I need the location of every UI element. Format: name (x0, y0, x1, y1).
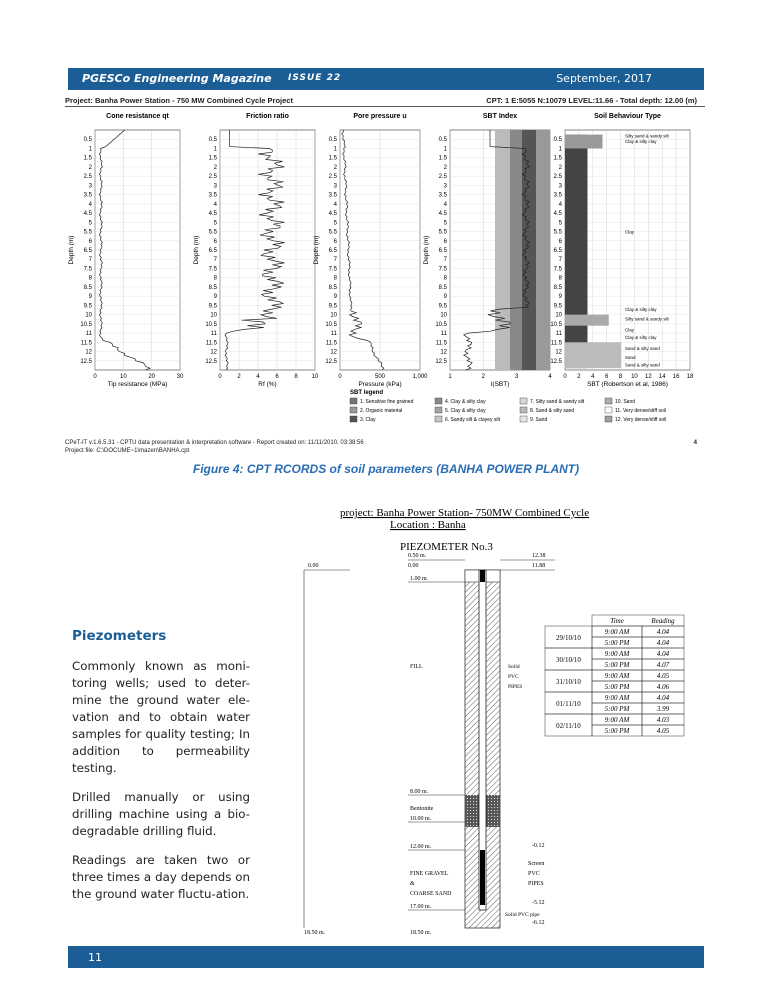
depth-tick-label: 1.5 (328, 155, 337, 162)
x-tick-label: 30 (176, 374, 184, 380)
depth-tick-label: 10 (440, 312, 447, 319)
depth-tick-label: 4.5 (328, 211, 337, 218)
table-time: 9:00 AM (604, 694, 630, 702)
depth-tick-label: 8.5 (553, 284, 562, 291)
depth-tick-label: 0.5 (438, 137, 447, 144)
depth-tick-label: 6 (443, 238, 447, 245)
depth-800: 8.00 m. (410, 789, 429, 795)
depth-tick-label: 1 (333, 146, 337, 153)
depth-tick-label: 6 (333, 238, 337, 245)
x-tick-label: 500 (374, 374, 386, 380)
depth-tick-label: 5.5 (208, 229, 217, 236)
depth-tick-label: 4 (333, 201, 337, 208)
x-tick-label: 1,000 (412, 374, 428, 380)
soil-column (565, 135, 588, 369)
sbt-soil-label: Clay & silty clay (625, 139, 657, 145)
level-minus-512: -5.12 (532, 900, 545, 906)
depth-tick-label: 3.5 (553, 192, 562, 199)
cpt-info: CPT: 1 E:5055 N:10079 LEVEL:11.66 - Total depth: 12.00 (m) (486, 96, 697, 105)
sbt-soil-label: Clay (625, 327, 635, 333)
page-footer (68, 946, 704, 968)
depth-tick-label: 11 (440, 331, 447, 338)
x-tick-label: 10 (631, 374, 638, 380)
table-reading: 4.03 (656, 716, 670, 724)
screen-label: Screen (528, 861, 545, 867)
depth-tick-label: 1 (443, 146, 447, 153)
sbt-zone-band (536, 130, 550, 370)
legend-swatch (605, 398, 612, 404)
table-time: 9:00 AM (604, 672, 630, 680)
depth-tick-label: 6 (558, 238, 562, 245)
depth-tick-label: 6.5 (208, 248, 217, 254)
legend-label: 2. Organic material (360, 408, 403, 414)
depth-tick-label: 9 (333, 294, 337, 301)
x-tick-label: 0 (338, 374, 342, 380)
depth-tick-label: 11 (330, 331, 337, 338)
cpt-page-number: 4 (693, 440, 697, 446)
depth-tick-label: 10.5 (325, 321, 337, 328)
depth-100: 1.00 m. (410, 576, 429, 582)
legend-swatch (605, 407, 612, 413)
depth-tick-label: 1 (213, 146, 217, 153)
depth-tick-label: 2 (88, 164, 92, 171)
depth-tick-label: 6.5 (438, 248, 447, 254)
screen-label: PVC (528, 871, 540, 877)
depth-tick-label: 0.5 (208, 137, 217, 144)
depth-tick-label: 12 (85, 349, 92, 356)
depth-tick-label: 11.5 (80, 340, 92, 347)
x-tick-label: 2 (577, 374, 581, 380)
depth-tick-label: 2.5 (438, 174, 447, 181)
level-minus-612: -6.12 (532, 920, 545, 926)
cpt-project: Project: Banha Power Station - 750 MW Combined Cycle Project (65, 96, 293, 105)
table-reading: 4.05 (656, 727, 670, 735)
x-axis-label: SBT (Robertson et al, 1986) (587, 381, 668, 388)
x-tick-label: 1 (448, 374, 452, 380)
depth-tick-label: 5 (88, 220, 92, 227)
level-minus-012: -0.12 (532, 843, 545, 849)
depth-tick-label: 11.5 (550, 340, 562, 347)
depth-tick-label: 4 (558, 201, 562, 208)
bottom-left-depth: 18.50 m. (304, 930, 326, 936)
table-time: 5:00 PM (604, 727, 630, 735)
table-reading: 4.04 (656, 628, 670, 636)
fill-label: FILL (410, 664, 423, 670)
table-reading: 4.06 (656, 683, 670, 691)
depth-tick-label: 3.5 (208, 192, 217, 199)
legend-swatch (350, 398, 357, 404)
x-tick-label: 6 (275, 374, 279, 380)
piezometer-drawing (280, 500, 700, 940)
table-date: 01/11/10 (556, 700, 581, 708)
table-date: 30/10/10 (556, 656, 581, 664)
legend-swatch (520, 407, 527, 413)
depth-tick-label: 4.5 (438, 211, 447, 218)
x-tick-label: 4 (548, 374, 552, 380)
depth-tick-label: 11 (555, 331, 562, 338)
x-axis-label: Tip resistance (MPa) (107, 381, 168, 388)
panel-title: Friction ratio (246, 113, 289, 120)
table-time: 5:00 PM (604, 705, 630, 713)
pipe-cap (480, 570, 485, 582)
soil-column-sand (565, 342, 621, 368)
depth-tick-label: 9.5 (208, 303, 217, 310)
depth-tick-label: 8.5 (208, 284, 217, 291)
table-reading: 4.04 (656, 650, 670, 658)
legend-label: 9. Sand (530, 417, 548, 423)
piezo-location: Location : Banha (390, 519, 466, 531)
magazine-name: PGESCo Engineering Magazine (82, 72, 272, 85)
x-tick-label: 0 (218, 374, 222, 380)
x-tick-label: 3 (514, 374, 519, 380)
depth-tick-label: 3 (333, 183, 337, 190)
depth-tick-label: 6.5 (83, 248, 92, 254)
depth-tick-label: 7.5 (83, 266, 92, 273)
x-tick-label: 8 (618, 374, 623, 380)
x-tick-label: 10 (311, 374, 319, 380)
table-header-time: Time (610, 617, 624, 625)
screen-pipe (480, 850, 485, 905)
depth-tick-label: 4.5 (208, 211, 217, 218)
page-number: 11 (88, 951, 102, 964)
x-axis-label: Pressure (kPa) (358, 381, 402, 388)
depth-tick-label: 2 (213, 164, 217, 171)
issue-date: September, 2017 (556, 72, 652, 85)
table-reading: 3.99 (656, 705, 670, 713)
depth-tick-label: 10.5 (80, 321, 92, 328)
legend-label: 3. Clay (360, 417, 376, 423)
depth-000: 0.00 (408, 563, 419, 569)
table-header-reading: Reading (651, 617, 675, 625)
bottom-depth: 18.50 m. (410, 930, 432, 936)
depth-tick-label: 6.5 (553, 248, 562, 254)
level-1238: 12.38 (532, 553, 546, 559)
x-axis-label: I(SBT) (490, 381, 510, 388)
piezometer-svg (280, 500, 700, 940)
sbt-soil-label: Clay & silty clay (625, 334, 657, 340)
depth-tick-label: 4 (443, 201, 447, 208)
depth-tick-label: 7.5 (328, 266, 337, 273)
table-time: 9:00 AM (604, 716, 630, 724)
panel-title: Pore pressure u (353, 113, 407, 120)
depth-tick-label: 12 (555, 349, 562, 356)
x-tick-label: 12 (644, 374, 652, 380)
depth-tick-label: 8.5 (328, 284, 337, 291)
depth-tick-label: 6 (88, 238, 92, 245)
depth-tick-label: 5.5 (553, 229, 562, 236)
depth-tick-label: 7 (333, 257, 337, 264)
sbt-soil-label: Silty sand & sandy silt (625, 316, 669, 322)
pipe-label: PIPES (508, 684, 523, 690)
depth-tick-label: 8.5 (438, 284, 447, 291)
depth-tick-label: 5 (558, 220, 562, 227)
page-header (68, 68, 704, 90)
depth-tick-label: 1 (88, 146, 92, 153)
panel-title: SBT Index (482, 113, 518, 120)
depth-tick-label: 5.5 (438, 229, 447, 236)
depth-050: 0.50 m. (408, 553, 427, 559)
x-tick-label: 8 (294, 374, 298, 380)
ground-level-label: 0.00 (308, 563, 319, 569)
sbt-soil-label: Sand & silty sand (625, 345, 660, 351)
depth-tick-label: 5.5 (83, 229, 92, 236)
article-paragraph-3: Readings are taken two or three times a day depends on the ground water fluctu-ation. (72, 853, 250, 901)
table-time: 9:00 AM (604, 628, 630, 636)
depth-tick-label: 10 (85, 312, 92, 319)
depth-tick-label: 3.5 (83, 192, 92, 199)
x-tick-label: 10 (119, 374, 127, 380)
legend-swatch (435, 416, 442, 422)
x-tick-label: 4 (256, 374, 260, 380)
x-axis-label: Rf (%) (258, 381, 277, 388)
depth-tick-label: 3 (443, 183, 447, 190)
x-tick-label: 16 (672, 374, 680, 380)
depth-tick-label: 11 (85, 331, 92, 338)
depth-tick-label: 10 (330, 312, 337, 319)
gravel-label: FINE GRAVEL (410, 871, 449, 877)
table-time: 5:00 PM (604, 661, 630, 669)
depth-tick-label: 2 (333, 164, 337, 171)
depth-tick-label: 2 (558, 164, 562, 171)
panel-title: Cone resistance qt (106, 113, 169, 120)
article-text (72, 628, 250, 915)
depth-tick-label: 2 (443, 164, 447, 171)
depth-tick-label: 12.5 (550, 358, 562, 365)
depth-tick-label: 12.5 (435, 358, 447, 365)
bentonite-label: Bentonite (410, 806, 434, 812)
depth-tick-label: 4.5 (83, 211, 92, 218)
panel-title: Soil Behaviour Type (594, 113, 661, 120)
cpt-divider (65, 106, 705, 107)
x-tick-label: 20 (148, 374, 156, 380)
cpt-project-file: Project file: C:\DOCUME~1\mazen\BANHA.cpt (65, 448, 190, 454)
x-tick-label: 2 (237, 374, 241, 380)
table-time: 5:00 PM (604, 639, 630, 647)
depth-tick-label: 10.5 (205, 321, 217, 328)
depth-tick-label: 3 (558, 183, 562, 190)
article-paragraph-2: Drilled manually or using drilling machine using a bio-degradable drilling fluid. (72, 790, 250, 838)
depth-tick-label: 10.5 (435, 321, 447, 328)
depth-tick-label: 7 (88, 257, 92, 264)
table-date: 31/10/10 (556, 678, 581, 686)
legend-label: 1. Sensitive fine grained (360, 399, 414, 405)
depth-tick-label: 3.5 (438, 192, 447, 199)
depth-tick-label: 12 (210, 349, 217, 356)
depth-tick-label: 3 (213, 183, 217, 190)
legend-label: 5. Clay & silty clay (445, 408, 486, 414)
depth-tick-label: 10 (555, 312, 562, 319)
legend-swatch (350, 407, 357, 413)
table-reading: 4.04 (656, 694, 670, 702)
depth-tick-label: 8 (213, 275, 217, 282)
sbt-zone-band (495, 130, 510, 370)
depth-tick-label: 9 (558, 294, 562, 301)
depth-tick-label: 8 (333, 275, 337, 282)
table-time: 5:00 PM (604, 683, 630, 691)
depth-tick-label: 9.5 (438, 303, 447, 310)
table-time: 9:00 AM (604, 650, 630, 658)
depth-tick-label: 12.5 (325, 358, 337, 365)
depth-tick-label: 7.5 (553, 266, 562, 273)
depth-tick-label: 1.5 (83, 155, 92, 162)
table-reading: 4.07 (656, 661, 670, 669)
depth-tick-label: 1 (558, 146, 562, 153)
depth-tick-label: 4 (88, 201, 92, 208)
legend-label: 8. Sand & silty sand (530, 408, 575, 414)
depth-tick-label: 9 (213, 294, 217, 301)
depth-tick-label: 12.5 (205, 358, 217, 365)
legend-label: 7. Silty sand & sandy silt (530, 399, 585, 405)
legend-title: SBT legend (350, 390, 384, 396)
x-tick-label: 4 (591, 374, 595, 380)
issue-number: ISSUE 22 (288, 73, 342, 83)
sbt-soil-label: Silty sand & sandy silt (625, 133, 669, 139)
depth-tick-label: 8 (558, 275, 562, 282)
depth-tick-label: 4.5 (553, 211, 562, 218)
soil-column-top (565, 135, 603, 149)
depth-tick-label: 9.5 (328, 303, 337, 310)
legend-swatch (520, 398, 527, 404)
cpt-record-figure (65, 96, 705, 456)
legend-swatch (605, 416, 612, 422)
article-heading: Piezometers (72, 628, 167, 644)
depth-tick-label: 10.5 (550, 321, 562, 328)
depth-tick-label: 6 (213, 238, 217, 245)
depth-tick-label: 2.5 (208, 174, 217, 181)
gravel-label: & (410, 881, 415, 887)
depth-tick-label: 0.5 (553, 137, 562, 144)
depth-tick-label: 7.5 (208, 266, 217, 273)
depth-tick-label: 1.5 (553, 155, 562, 162)
depth-tick-label: 9.5 (83, 303, 92, 310)
cpt-plots (65, 108, 705, 443)
legend-swatch (435, 407, 442, 413)
depth-tick-label: 12 (330, 349, 337, 356)
x-tick-label: 6 (604, 374, 609, 380)
depth-tick-label: 0.5 (328, 137, 337, 144)
sbt-soil-label: Sand (625, 355, 636, 361)
legend-swatch (520, 416, 527, 422)
depth-tick-label: 3 (88, 183, 92, 190)
x-tick-label: 0 (563, 374, 567, 380)
sbt-soil-label: Clay & silty clay (625, 307, 657, 313)
depth-1000: 10.00 m. (410, 816, 432, 822)
legend-label: 4. Clay & silty clay (445, 399, 486, 405)
depth-tick-label: 7.5 (438, 266, 447, 273)
depth-tick-label: 12 (440, 349, 447, 356)
depth-axis-label: Depth (m) (313, 235, 320, 265)
depth-tick-label: 11.5 (435, 340, 447, 347)
depth-tick-label: 11.5 (205, 340, 217, 347)
depth-tick-label: 1.5 (208, 155, 217, 162)
screen-label: PIPES (528, 881, 544, 887)
depth-tick-label: 2.5 (328, 174, 337, 181)
depth-tick-label: 0.5 (83, 137, 92, 144)
depth-tick-label: 7 (213, 257, 217, 264)
legend-label: 10. Sand (615, 399, 636, 405)
depth-1700: 17.00 m. (410, 904, 432, 910)
depth-axis-label: Depth (m) (423, 235, 430, 265)
x-tick-label: 14 (658, 374, 666, 380)
depth-tick-label: 9.5 (553, 303, 562, 310)
figure-caption: Figure 4: CPT RCORDS of soil parameters (BANHA POWER PLANT) (192, 462, 580, 476)
sbt-soil-label: Clay (625, 229, 635, 235)
table-reading: 4.04 (656, 639, 670, 647)
depth-tick-label: 7 (558, 257, 562, 264)
legend-swatch (435, 398, 442, 404)
depth-axis-label: Depth (m) (193, 235, 200, 265)
depth-tick-label: 5 (443, 220, 447, 227)
depth-tick-label: 9 (88, 294, 92, 301)
table-date: 02/11/10 (556, 722, 581, 730)
depth-tick-label: 9 (443, 294, 447, 301)
depth-tick-label: 2.5 (553, 174, 562, 181)
pipe-label: PVC (508, 674, 519, 680)
depth-tick-label: 10 (210, 312, 217, 319)
depth-1200: 12.00 m. (410, 844, 432, 850)
gravel-label: COARSE SAND (410, 891, 452, 897)
x-tick-label: 18 (686, 374, 694, 380)
depth-tick-label: 1.5 (438, 155, 447, 162)
depth-tick-label: 8 (88, 275, 92, 282)
level-1188: 11.88 (532, 563, 546, 569)
sbt-soil-label: Sand & silty sand (625, 362, 660, 368)
legend-swatch (350, 416, 357, 422)
depth-tick-label: 11.5 (325, 340, 337, 347)
depth-tick-label: 5 (333, 220, 337, 227)
depth-axis-label: Depth (m) (68, 235, 75, 265)
table-reading: 4.05 (656, 672, 670, 680)
legend-label: 11. Very dense/stiff soil (615, 408, 666, 414)
depth-tick-label: 11 (210, 331, 217, 338)
depth-tick-label: 2.5 (83, 174, 92, 181)
x-tick-label: 2 (481, 374, 486, 380)
depth-tick-label: 8 (443, 275, 447, 282)
pipe-label: Solid (508, 664, 520, 670)
piezo-project: project: Banha Power Station- 750MW Combined Cycle (340, 507, 590, 519)
solid-pipe-label: Solid PVC pipe (505, 912, 540, 918)
depth-tick-label: 5 (213, 220, 217, 227)
article-paragraph-1: Commonly known as moni-toring wells; used to deter-mine the ground water ele-vation and to obtain water samples for quality testing; In addition to permeability testing. (72, 659, 250, 775)
depth-tick-label: 12.5 (80, 358, 92, 365)
legend-label: 6. Sandy silt & clayey silt (445, 417, 501, 423)
legend-label: 12. Very dense/stiff soil (615, 417, 667, 423)
sbt-zone-band (510, 130, 522, 370)
depth-tick-label: 8.5 (83, 284, 92, 291)
x-tick-label: 0 (93, 374, 97, 380)
piezo-title: PIEZOMETER No.3 (400, 541, 493, 553)
depth-tick-label: 4 (213, 201, 217, 208)
depth-tick-label: 7 (443, 257, 447, 264)
depth-tick-label: 5.5 (328, 229, 337, 236)
cpt-software-note: CPeT-IT v.1.6.5.31 - CPTU data presentation & interpretation software - Report created on: 11/11/2010, 03:38:56 (65, 440, 364, 446)
table-date: 29/10/10 (556, 634, 581, 642)
depth-tick-label: 6.5 (328, 248, 337, 254)
depth-tick-label: 3.5 (328, 192, 337, 199)
soil-column-layer (565, 315, 609, 326)
